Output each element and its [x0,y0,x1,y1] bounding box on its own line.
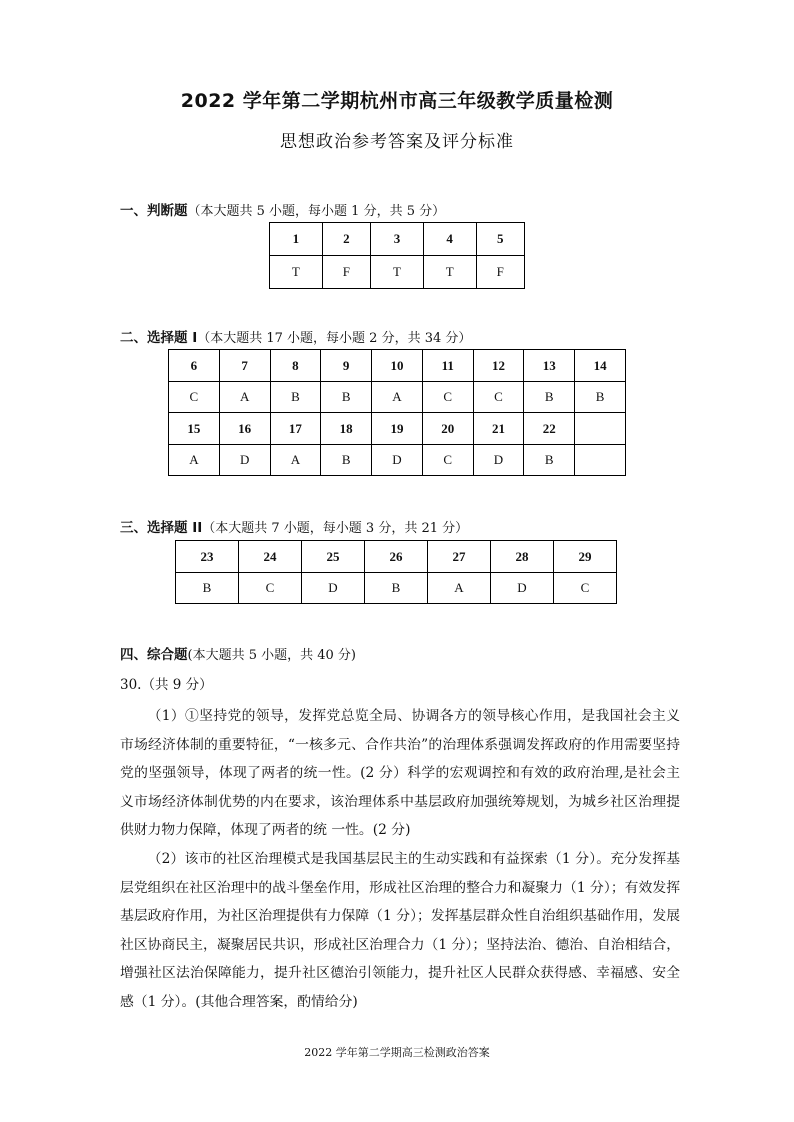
section-1-title: 一、判断题 [120,203,188,219]
table-cell: C [422,445,473,476]
table-row [176,573,617,604]
table-cell: B [575,382,626,413]
table-cell: 19 [372,413,423,445]
table-row [270,256,525,289]
table-cell: D [491,573,554,604]
table-cell: 21 [473,413,524,445]
table-cell: 9 [321,350,372,382]
table-cell: 6 [169,350,220,382]
table-cell [575,445,626,476]
section-2-note: （本大题共 17 小题，每小题 2 分，共 34 分） [197,331,472,346]
table-cell: 24 [239,541,302,573]
table-cell: 8 [270,350,321,382]
table-cell: D [473,445,524,476]
answer-paragraph-2: （2）该市的社区治理模式是我国基层民主的生动实践和有益探索（1 分）。充分发挥基层党组织在社区治理中的战斗堡垒作用，形成社区治理的整合力和凝聚力（1 分）；有效发挥基层政府作用，为社区治理提供有力保障（1 分）；发挥基层群众性自治组织基础作用，发展社区协商民主，凝聚居民共识，形成社区治理合力（1 分）；坚持法治、德治、自治相结合，增强社区法治保障能力，提升社区德治引领能力，提升社区人民群众获得感、幸福感、安全感（1 分）。(其他合理答案，酌情给分) [120,850,680,1010]
table-cell: 23 [176,541,239,573]
table-cell: C [554,573,617,604]
table-cell: D [302,573,365,604]
table-cell: T [371,256,424,289]
section-1-heading [120,199,445,219]
page-title: 2022 学年第二学期杭州市高三年级教学质量检测 [180,90,614,112]
table-row [176,541,617,573]
table-cell: 3 [371,223,424,256]
table-cell: A [428,573,491,604]
table-cell: 1 [270,223,323,256]
section-4-note: (本大题共 5 小题，共 40 分) [187,648,356,663]
section-2-answer-table [168,349,626,476]
table-cell: F [476,256,524,289]
section-3-answer-table [175,540,617,604]
table-cell: D [372,445,423,476]
table-cell: T [270,256,323,289]
table-cell: 27 [428,541,491,573]
table-cell: A [270,445,321,476]
table-cell: 20 [422,413,473,445]
question-30-label: 30.（共 9 分） [120,677,213,693]
table-cell: C [169,382,220,413]
table-cell: A [219,382,270,413]
table-cell: 28 [491,541,554,573]
section-1-answer-table [269,222,525,289]
table-cell: 12 [473,350,524,382]
table-cell: B [321,445,372,476]
table-cell: 25 [302,541,365,573]
table-cell: B [270,382,321,413]
table-cell: 15 [169,413,220,445]
answer-paragraph-1: （1）①坚持党的领导，发挥党总览全局、协调各方的领导核心作用，是我国社会主义市场经济体制的重要特征，“一核多元、合作共治”的治理体系强调发挥政府的作用需要坚持党的坚强领导，体现了两者的统一性。(2 分）科学的宏观调控和有效的政府治理,是社会主义市场经济体制优势的内在要求，该治理体系中基层政府加强统筹规划，为城乡社区治理提供财力物力保障，体现了两者的统 一性。(2 分) [120,708,680,839]
table-cell: 22 [524,413,575,445]
table-cell: 2 [322,223,370,256]
table-cell: A [169,445,220,476]
section-2-title: 二、选择题 I [120,330,198,346]
table-cell: D [219,445,270,476]
table-cell [575,413,626,445]
table-cell: 26 [365,541,428,573]
table-row [169,413,626,445]
section-2-heading [120,326,471,346]
table-cell: 10 [372,350,423,382]
table-cell: F [322,256,370,289]
answer-body [120,702,680,1017]
table-cell: C [239,573,302,604]
table-cell: B [365,573,428,604]
table-row [169,350,626,382]
table-cell: 7 [219,350,270,382]
table-cell: 17 [270,413,321,445]
table-cell: 5 [476,223,524,256]
table-cell: T [423,256,476,289]
section-4-title: 四、综合题 [120,647,188,663]
section-3-title: 三、选择题 II [120,520,203,536]
table-cell: 18 [321,413,372,445]
page-subtitle: 思想政治参考答案及评分标准 [280,132,514,152]
section-4-heading [120,643,356,663]
section-3-heading [120,516,468,536]
table-row [169,445,626,476]
table-cell: B [524,382,575,413]
table-cell: B [321,382,372,413]
table-cell: C [422,382,473,413]
table-cell: A [372,382,423,413]
table-cell: 11 [422,350,473,382]
page-footer: 2022 学年第二学期高三检测政治答案 [304,1046,490,1059]
table-row [270,223,525,256]
table-row [169,382,626,413]
table-cell: 29 [554,541,617,573]
table-cell: 16 [219,413,270,445]
table-cell: 13 [524,350,575,382]
section-3-note: （本大题共 7 小题，每小题 3 分，共 21 分） [202,521,469,536]
table-cell: C [473,382,524,413]
table-cell: 14 [575,350,626,382]
section-1-note: （本大题共 5 小题，每小题 1 分，共 5 分） [187,204,446,219]
table-cell: B [524,445,575,476]
table-cell: 4 [423,223,476,256]
table-cell: B [176,573,239,604]
